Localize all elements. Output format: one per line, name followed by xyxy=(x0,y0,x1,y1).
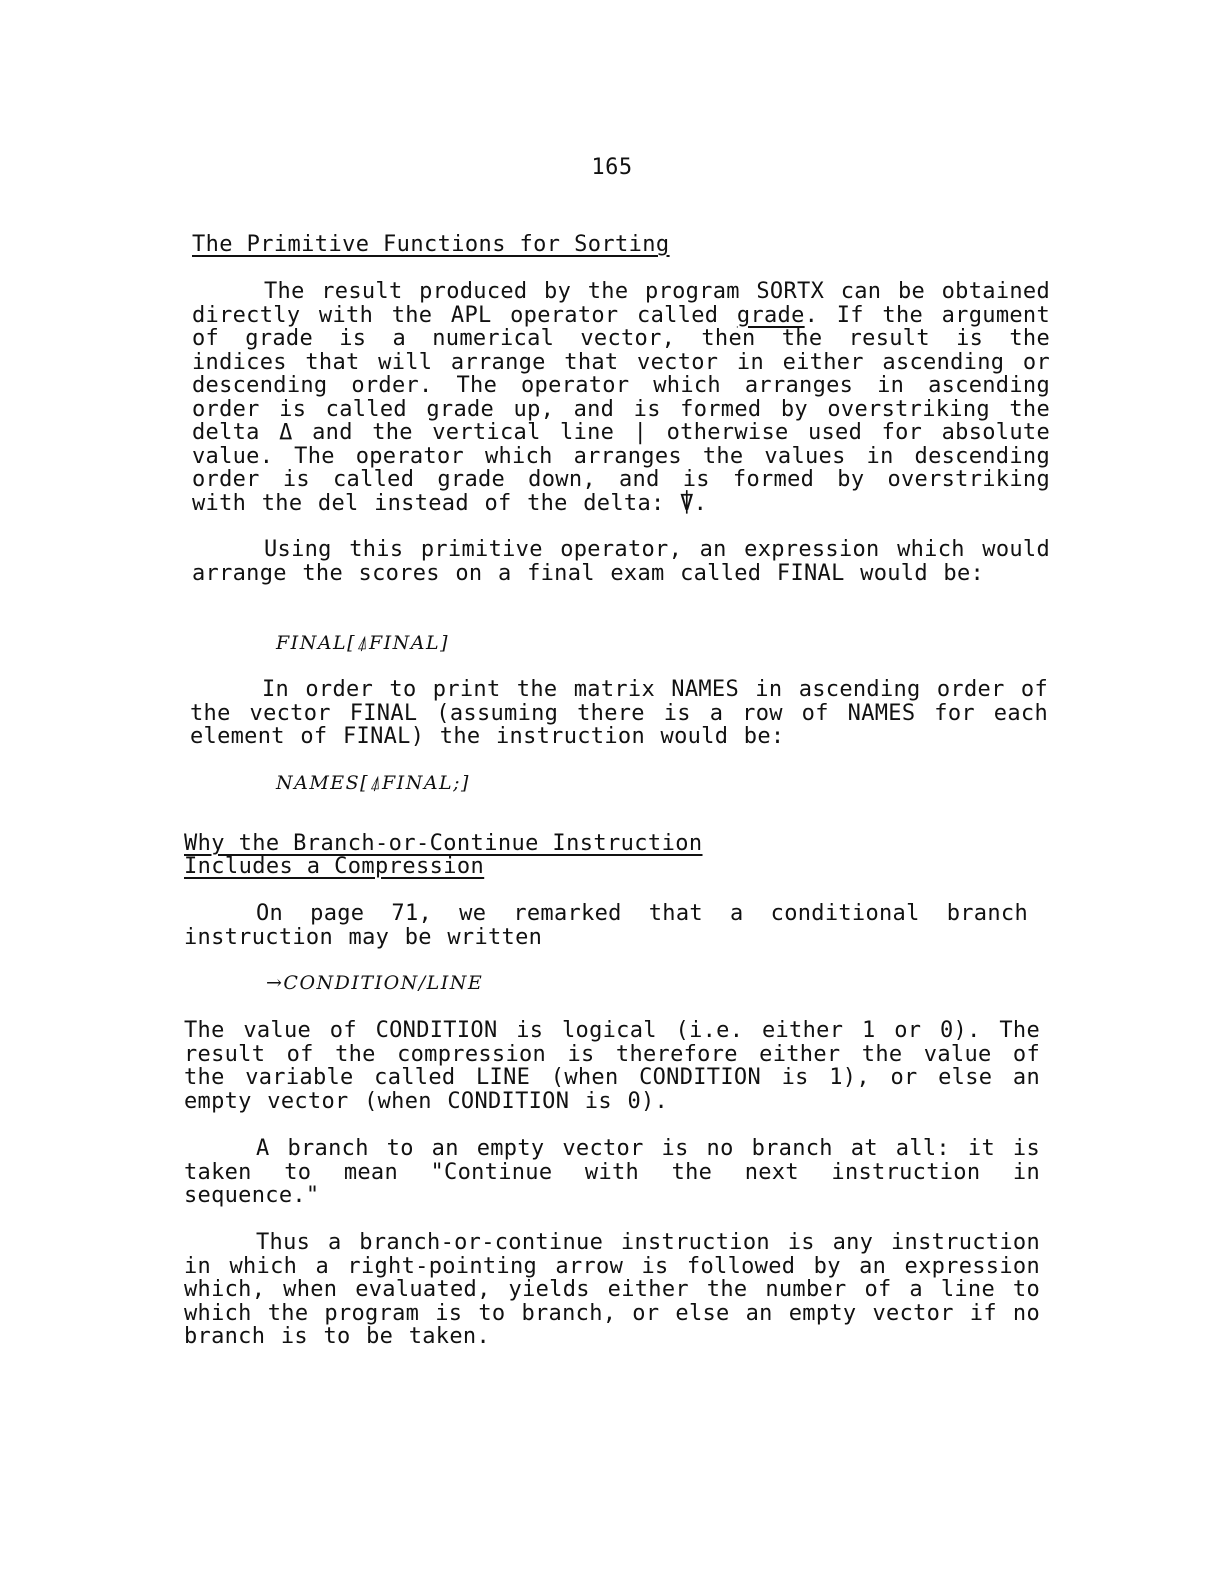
heading-text: The Primitive Functions for Sorting xyxy=(192,232,670,257)
code-final-sort: FINAL[⍋FINAL] xyxy=(276,632,450,654)
paragraph-expression xyxy=(192,538,1050,585)
paragraph-text: A branch to an empty vector is no branch at all: it is taken to mean "Continue with the next instruction in sequence." xyxy=(184,1136,1040,1208)
code-names-sort: NAMES[⍋FINAL;] xyxy=(276,772,470,794)
paragraph-grade xyxy=(192,280,1050,515)
paragraph-text: The value of CONDITION is logical (i.e. either 1 or 0). The result of the compression is therefore either the value of the variable called LINE (when CONDITION is 1), or else an empty vector (when CONDITION is 0). xyxy=(184,1018,1040,1114)
paragraph-empty-branch xyxy=(184,1137,1040,1208)
code-condition-line: →CONDITION/LINE xyxy=(266,972,484,994)
heading-line-1: Why the Branch-or-Continue Instruction xyxy=(184,831,703,856)
paragraph-text: On page 71, we remarked that a conditional branch instruction may be written xyxy=(184,901,1028,950)
heading-line-2: Includes a Compression xyxy=(184,854,485,879)
page-number: 165 xyxy=(591,155,633,180)
paragraph-text: Using this primitive operator, an expression which would arrange the scores on a final exam called FINAL would be: xyxy=(192,537,1050,586)
paragraph-names xyxy=(190,678,1048,749)
paragraph-text: The result produced by the program SORTX can be obtained directly with the APL operator called xyxy=(192,279,1050,328)
paragraph-conditional xyxy=(184,902,1028,949)
grade-word: grade xyxy=(736,302,805,328)
paragraph-branch-or-continue xyxy=(184,1231,1040,1349)
paragraph-logical xyxy=(184,1019,1040,1113)
section-heading-sorting xyxy=(192,233,670,256)
paragraph-text: In order to print the matrix NAMES in ascending order of the vector FINAL (assuming there is a row of NAMES for each element of FINAL) the instruction would be: xyxy=(190,677,1048,749)
paragraph-text: . If the argument of grade is a numerical vector, then the result is the indices that will arrange that vector in either ascending or descending order. The operator which arranges in ascending order is called grade up, and is formed by overstriking the delta Δ and the vertical line | otherwise used for absolute value. The operator which arranges the values in descending order is called grade down, and is formed by overstriking with the del instead of the delta: ⍒. xyxy=(192,302,1050,516)
paragraph-text: Thus a branch-or-continue instruction is any instruction in which a right-pointing arrow is followed by an expression which, when evaluated, yields either the number of a line to which the program is to branch, or else an empty vector if no branch is to be taken. xyxy=(184,1230,1040,1349)
section-heading-branch xyxy=(184,832,703,878)
